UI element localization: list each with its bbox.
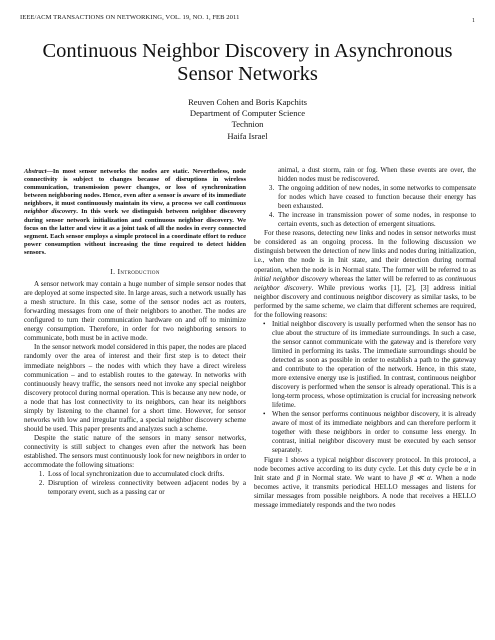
abstract-text-1: —In most sensor networks the nodes are static. Nevertheless, node connectivity is subject to changes because of disruptions in wireless communication, transmission power changes, or loss of synchronization between neighboring nodes. Hence, even after a sensor is aware of its immediate neighbors, it must continuously maintain its view, a process we call xyxy=(24,168,246,208)
para5-text-b: in Init state and xyxy=(254,464,477,482)
para5-text-d: . When a node becomes active, it transmits periodical HELLO messages and listens for similar messages from possible neighbors. A node that receives a HELLO message immediately responds and the two nodes xyxy=(254,473,476,509)
symbol-alpha: α xyxy=(464,464,469,473)
list-item: 4. The increase in transmission power of some nodes, in response to certain events, such as detection of emergent situations. xyxy=(276,211,476,229)
right-column xyxy=(254,166,476,510)
list-item: 1. Loss of local synchronization due to accumulated clock drifts. xyxy=(46,470,246,479)
bullet-text: When the sensor performs continuous neighbor discovery, it is already aware of most of its immediate neighbors and can therefore perform it together with these neighbors in order to consume less energy. In contrast, initial neighbor discovery must be executed by each sensor separately. xyxy=(272,410,476,455)
author-names: Reuven Cohen and Boris Kapchits xyxy=(188,97,307,107)
abstract xyxy=(24,168,246,257)
author-block xyxy=(0,97,495,142)
duty-cycle-relation: β ≪ α xyxy=(409,473,431,482)
para4-term-initial: initial neighbor discovery xyxy=(254,274,328,283)
symbol-beta: β xyxy=(296,473,301,482)
left-column xyxy=(24,168,246,497)
list-item-continuation: animal, a dust storm, rain or fog. When these events are over, the hidden nodes must be rediscovered. xyxy=(278,166,476,184)
intro-paragraph-1: A sensor network may contain a huge number of simple sensor nodes that are deployed at some inspected site. In large areas, such a network usually has a mesh structure. In this case, some of the sensor nodes act as routers, forwarding messages from one of their neighbors to another. The nodes are configured to turn their communication hardware on and off to minimize energy consumption. Therefore, in order for two neighboring sensors to communicate, both must be in active mode. xyxy=(24,280,246,343)
paper-title: Continuous Neighbor Discovery in Asynchronous Sensor Networks xyxy=(42,40,453,85)
page-number: 1 xyxy=(471,18,475,24)
list-item: 2. Disruption of wireless connectivity between adjacent nodes by a temporary event, such as a passing car or xyxy=(46,479,246,497)
para4-text-c: . While previous works [1], [2], [3] address initial neighbor discovery and continuous neighbor discovery as similar tasks, to be performed by the same scheme, we claim that different schemes are required, for the following reasons: xyxy=(254,283,476,319)
bullet-icon: • xyxy=(263,319,266,328)
para4-text-a: For these reasons, detecting new links and nodes in sensor networks must be considered as an ongoing process. In the following discussion we distinguish between the detection of new links and nodes during initialization, i.e., when the node is in Init state, and their detection during normal operation, when the node is in Normal state. The former will be referred to as xyxy=(254,229,476,274)
reasons-list xyxy=(254,320,476,456)
author-department: Department of Computer Science xyxy=(189,108,306,119)
abstract-lead: Abstract xyxy=(24,168,47,175)
bullet-icon: • xyxy=(263,410,266,419)
intro-paragraph-2: In the sensor network model considered in this paper, the nodes are placed randomly over the area of interest and their first step is to detect their immediate neighbors – the nodes with which they have a direct wireless communication – and to establish routes to the gateway. In networks with continuously heavy traffic, the sensors need not invoke any special neighbor discovery protocol during normal operation. This is because any new node, or a node that has lost connectivity to its neighbors, can hear its neighbors simply by listening to the channel for a short time. However, for sensor networks with low and irregular traffic, a special neighbor discovery scheme should be used. This paper presents and analyzes such a scheme. xyxy=(24,343,246,433)
para5-text-c: in Normal state. We want to have xyxy=(300,473,410,482)
list-item xyxy=(263,410,476,455)
intro-paragraph-5 xyxy=(254,456,476,510)
intro-paragraph-4 xyxy=(254,229,476,319)
author-city: Haifa Israel xyxy=(227,130,268,141)
journal-name: IEEE/ACM TRANSACTIONS ON NETWORKING, VOL. 19, NO. 1, FEB 2011 xyxy=(20,14,240,21)
para4-text-b: whereas the latter will be referred to as xyxy=(327,274,445,283)
para4-term-continuous: continuous neighbor discovery xyxy=(254,274,476,292)
section-heading-introduction: I. Introduction xyxy=(110,267,160,277)
situations-list-continued xyxy=(254,184,476,229)
list-item: 3. The ongoing addition of new nodes, in some networks to compensate for nodes which have ceased to function because their energy has been exhausted. xyxy=(276,184,476,211)
list-item xyxy=(263,319,476,410)
abstract-term: continuous neighbor discovery xyxy=(24,200,246,216)
bullet-text: Initial neighbor discovery is usually performed when the sensor has no clue about the structure of its immediate surroundings. In such a case, the sensor cannot communicate with the gateway and is therefore very limited in performing its tasks. The immediate surroundings should be detected as soon as possible in order to establish a path to the gateway and contribute to the operation of the network. Hence, in this state, more extensive energy use is justified. In contrast, continuous neighbor discovery is performed when the sensor is already operational. This is a long-term process, whose optimization is crucial for increasing network lifetime. xyxy=(272,319,476,410)
situations-list xyxy=(24,470,246,497)
running-header xyxy=(20,14,475,26)
intro-paragraph-3: Despite the static nature of the sensors in many sensor networks, connectivity is still subject to changes even after the network has been established. The sensors must continuously look for new neighbors in order to accommodate the following situations: xyxy=(24,433,246,470)
author-institution: Technion xyxy=(231,119,264,130)
para5-text-a: Figure 1 shows a typical neighbor discovery protocol. In this protocol, a node becomes active according to its duty cycle. Let this duty cycle be xyxy=(254,455,476,473)
abstract-text-2: . In this work we distinguish between neighbor discovery during sensor network initialization and continuous neighbor discovery. We focus on the latter and view it as a joint task of all the nodes in every connected segment. Each sensor employs a simple protocol in a coordinate effort to reduce power consumption without increasing the time required to detect hidden sensors. xyxy=(24,208,246,256)
